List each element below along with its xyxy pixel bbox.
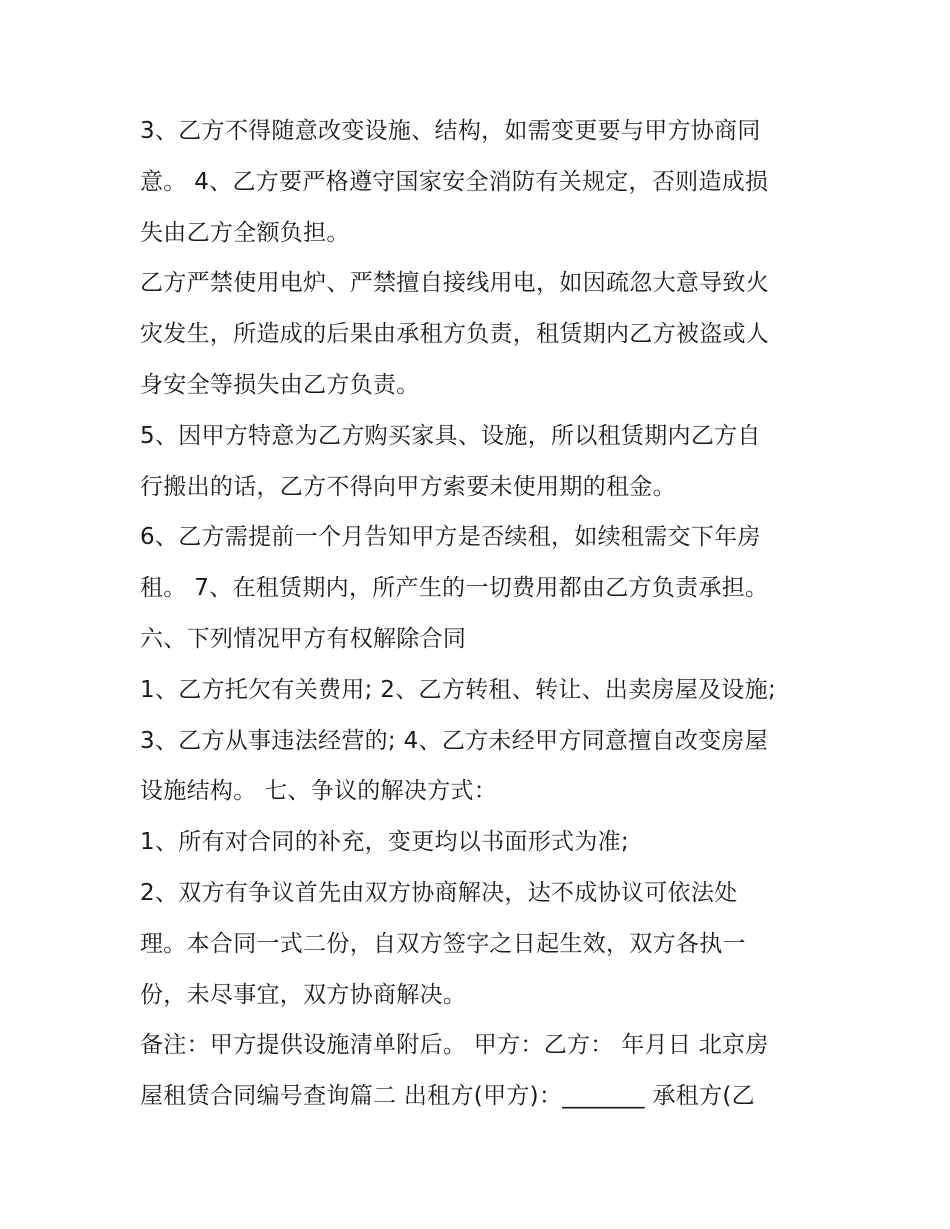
text-line: 灾发生，所造成的后果由承租方负责，租赁期内乙方被盗或人 — [140, 321, 770, 348]
text-line: 租。 7、在租赁期内，所产生的一切费用都由乙方负责承担。 — [140, 575, 769, 602]
text-line: 份，未尽事宜，双方协商解决。 — [140, 981, 467, 1008]
text-line: 意。 4、乙方要严格遵守国家安全消防有关规定，否则造成损 — [140, 168, 769, 195]
text-line: 理。本合同一式二份，自双方签字之日起生效，双方各执一 — [140, 930, 746, 957]
text-line: 5、因甲方特意为乙方购买家具、设施，所以租赁期内乙方自 — [140, 422, 761, 449]
text-line: 1、乙方托欠有关费用; 2、乙方转租、转让、出卖房屋及设施; — [140, 676, 777, 703]
text-line: 失由乙方全额负担。 — [140, 219, 350, 246]
text-line: 3、乙方从事违法经营的; 4、乙方未经甲方同意擅自改变房屋 — [140, 727, 769, 754]
text-line: 设施结构。 七、争议的解决方式： — [140, 778, 498, 805]
text-line: 3、乙方不得随意改变设施、结构，如需变更要与甲方协商同 — [140, 118, 761, 144]
text-line: 6、乙方需提前一个月告知甲方是否续租，如续租需交下年房 — [140, 524, 761, 551]
text-line: 1、所有对合同的补充，变更均以书面形式为准; — [140, 829, 629, 856]
paragraph-electric-safety — [140, 258, 820, 410]
section-heading-termination — [140, 614, 820, 665]
paragraph-termination-1 — [140, 665, 820, 716]
paragraph-remarks — [140, 1020, 820, 1122]
document-body — [140, 106, 820, 1122]
paragraph-dispute-1 — [140, 817, 820, 868]
text-line: 备注：甲方提供设施清单附后。 甲方：乙方： 年月日 北京房 — [140, 1032, 769, 1059]
paragraph-furniture-clause — [140, 411, 820, 513]
text-line: 身安全等损失由乙方负责。 — [140, 371, 420, 398]
paragraph-termination-2 — [140, 716, 820, 818]
paragraph-facility-clause — [140, 106, 820, 258]
text-line: 屋租赁合同编号查询篇二 出租方(甲方)：_______ 承租方(乙 — [140, 1083, 755, 1110]
text-line: 六、下列情况甲方有权解除合同 — [140, 625, 467, 652]
text-line: 2、双方有争议首先由双方协商解决，达不成协议可依法处 — [140, 879, 738, 906]
paragraph-dispute-2 — [140, 868, 820, 1020]
text-line: 乙方严禁使用电炉、严禁擅自接线用电，如因疏忽大意导致火 — [140, 270, 770, 297]
paragraph-renewal-clause — [140, 512, 820, 614]
text-line: 行搬出的话，乙方不得向甲方索要未使用期的租金。 — [140, 473, 676, 500]
